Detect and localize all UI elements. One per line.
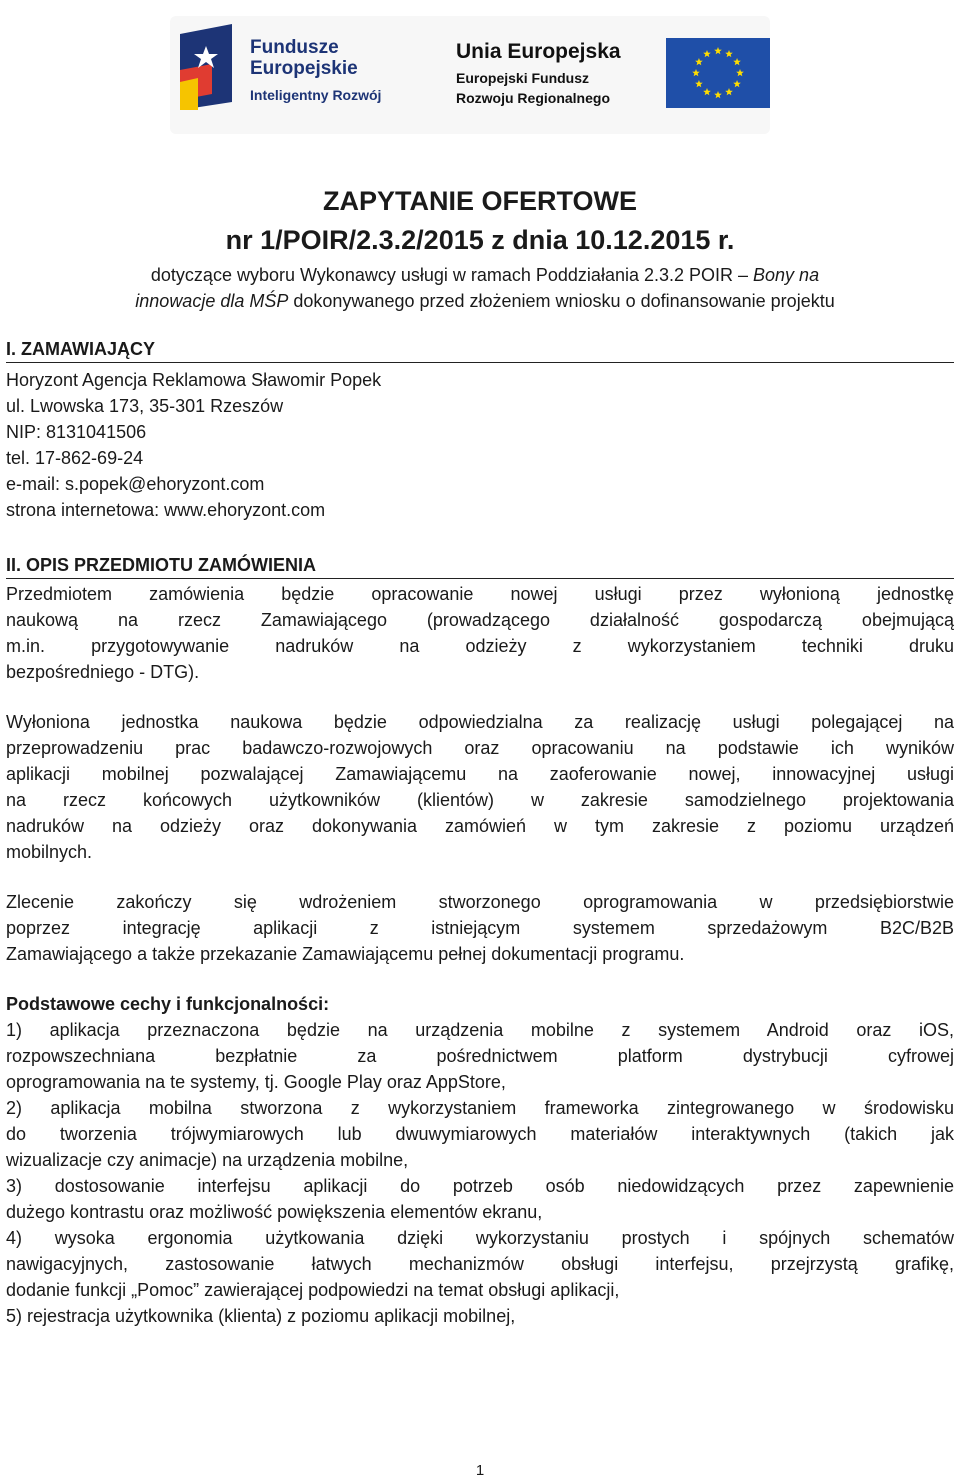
section-heading: I. ZAMAWIAJĄCY <box>6 336 954 363</box>
ue-line1: Unia Europejska <box>456 40 621 63</box>
ue-line2: Europejski Fundusz <box>456 70 590 86</box>
features-list <box>6 991 954 1329</box>
feature-line: dużego kontrastu oraz możliwość powiększenia elementów ekranu, <box>6 1202 543 1222</box>
contact-block <box>6 367 954 523</box>
feature-line: 5) rejestracja użytkownika (klienta) z poziomu aplikacji mobilnej, <box>6 1306 516 1326</box>
fe-line3: Inteligentny Rozwój <box>250 87 382 103</box>
paragraph-line: Zlecenie zakończy się wdrożeniem stworzonego oprogramowania w przedsiębiorstwie <box>6 892 954 912</box>
intro-italic-2: innowacje dla MŚP <box>135 291 289 311</box>
feature-line: do tworzenia trójwymiarowych lub dwuwymiarowych materiałów interaktywnych (takich jak <box>6 1124 954 1144</box>
fundusze-europejskie-wordmark <box>250 38 381 106</box>
document-title: ZAPYTANIE OFERTOWE <box>322 186 637 216</box>
paragraph-line: bezpośredniego - DTG). <box>6 662 200 682</box>
paragraph-line: Przedmiotem zamówienia będzie opracowanie nowej usługi przez wyłonioną jednostkę <box>6 584 954 604</box>
company-name: Horyzont Agencja Reklamowa Sławomir Popek <box>6 370 382 390</box>
section-zamawiajacy <box>6 336 954 523</box>
document-number: nr 1/POIR/2.3.2/2015 z dnia 10.12.2015 r. <box>225 225 735 255</box>
feature-line: 3) dostosowanie interfejsu aplikacji do potrzeb osób niedowidzących przez zapewnienie <box>6 1176 954 1196</box>
paragraph-1 <box>6 581 954 685</box>
eu-flag-icon <box>666 38 770 108</box>
company-phone: tel. 17-862-69-24 <box>6 448 144 468</box>
paragraph-line: mobilnych. <box>6 842 93 862</box>
intro-italic-1: Bony na <box>753 265 820 285</box>
fe-line1: Fundusze <box>250 37 339 58</box>
intro-text-2: dokonywanego przed złożeniem wniosku o dofinansowanie projektu <box>288 291 835 311</box>
paragraph-line: m.in. przygotowywanie nadruków na odzieży z wykorzystaniem techniki druku <box>6 636 954 656</box>
fe-line2: Europejskie <box>250 58 358 79</box>
features-heading: Podstawowe cechy i funkcjonalności: <box>6 994 330 1014</box>
unia-europejska-wordmark <box>456 40 621 108</box>
intro-line-2 <box>10 288 960 314</box>
feature-line: nawigacyjnych, zastosowanie łatwych mechanizmów obsługi interfejsu, przejrzystą grafikę, <box>6 1254 954 1274</box>
fundusze-europejskie-logo-icon <box>176 24 240 110</box>
paragraph-2 <box>6 709 954 865</box>
company-website: strona internetowa: www.ehoryzont.com <box>6 500 326 520</box>
feature-line: dodanie funkcji „Pomoc” zawierającej podpowiedzi na temat obsługi aplikacji, <box>6 1280 620 1300</box>
paragraph-line: nadruków na odzieży oraz dokonywania zamówień w tym zakresie z poziomu urządzeń <box>6 816 954 836</box>
feature-line: oprogramowania na te systemy, tj. Google Play oraz AppStore, <box>6 1072 506 1092</box>
feature-line: 1) aplikacja przeznaczona będzie na urządzenia mobilne z systemem Android oraz iOS, <box>6 1020 954 1040</box>
paragraph-line: na rzecz końcowych użytkowników (klientów) w zakresie samodzielnego projektowania <box>6 790 954 810</box>
paragraph-line: Zamawiającego a także przekazanie Zamawiającemu pełnej dokumentacji programu. <box>6 944 685 964</box>
ue-line3: Rozwoju Regionalnego <box>456 90 610 106</box>
paragraph-line: naukową na rzecz Zamawiającego (prowadzącego działalność gospodarczą obejmującą <box>6 610 954 630</box>
section-opis-przedmiotu <box>6 552 954 1329</box>
page-number: 1 <box>475 1462 485 1479</box>
feature-line: 2) aplikacja mobilna stworzona z wykorzystaniem frameworka zintegrowanego w środowisku <box>6 1098 954 1118</box>
intro-text-1: dotyczące wyboru Wykonawcy usługi w ramach Poddziałania 2.3.2 POIR – <box>150 265 754 285</box>
paragraph-line: aplikacji mobilnej pozwalającej Zamawiającemu na zaoferowanie nowej, innowacyjnej usługi <box>6 764 954 784</box>
logo-band <box>170 16 770 134</box>
feature-line: wizualizacje czy animacje) na urządzenia mobilne, <box>6 1150 409 1170</box>
paragraph-3 <box>6 889 954 967</box>
section-heading: II. OPIS PRZEDMIOTU ZAMÓWIENIA <box>6 552 954 579</box>
feature-line: 4) wysoka ergonomia użytkowania dzięki wykorzystaniu prostych i spójnych schematów <box>6 1228 954 1248</box>
feature-line: rozpowszechniana bezpłatnie za pośrednictwem platform dystrybucji cyfrowej <box>6 1046 954 1066</box>
paragraph-line: poprzez integrację aplikacji z istniejącym systemem sprzedażowym B2C/B2B <box>6 918 954 938</box>
company-email: e-mail: s.popek@ehoryzont.com <box>6 474 265 494</box>
intro-line-1 <box>10 262 960 288</box>
company-nip: NIP: 8131041506 <box>6 422 147 442</box>
company-address: ul. Lwowska 173, 35-301 Rzeszów <box>6 396 284 416</box>
document-intro <box>10 262 960 314</box>
paragraph-line: Wyłoniona jednostka naukowa będzie odpowiedzialna za realizację usługi polegającej na <box>6 712 954 732</box>
paragraph-line: przeprowadzeniu prac badawczo-rozwojowych oraz opracowaniu na podstawie ich wyników <box>6 738 954 758</box>
